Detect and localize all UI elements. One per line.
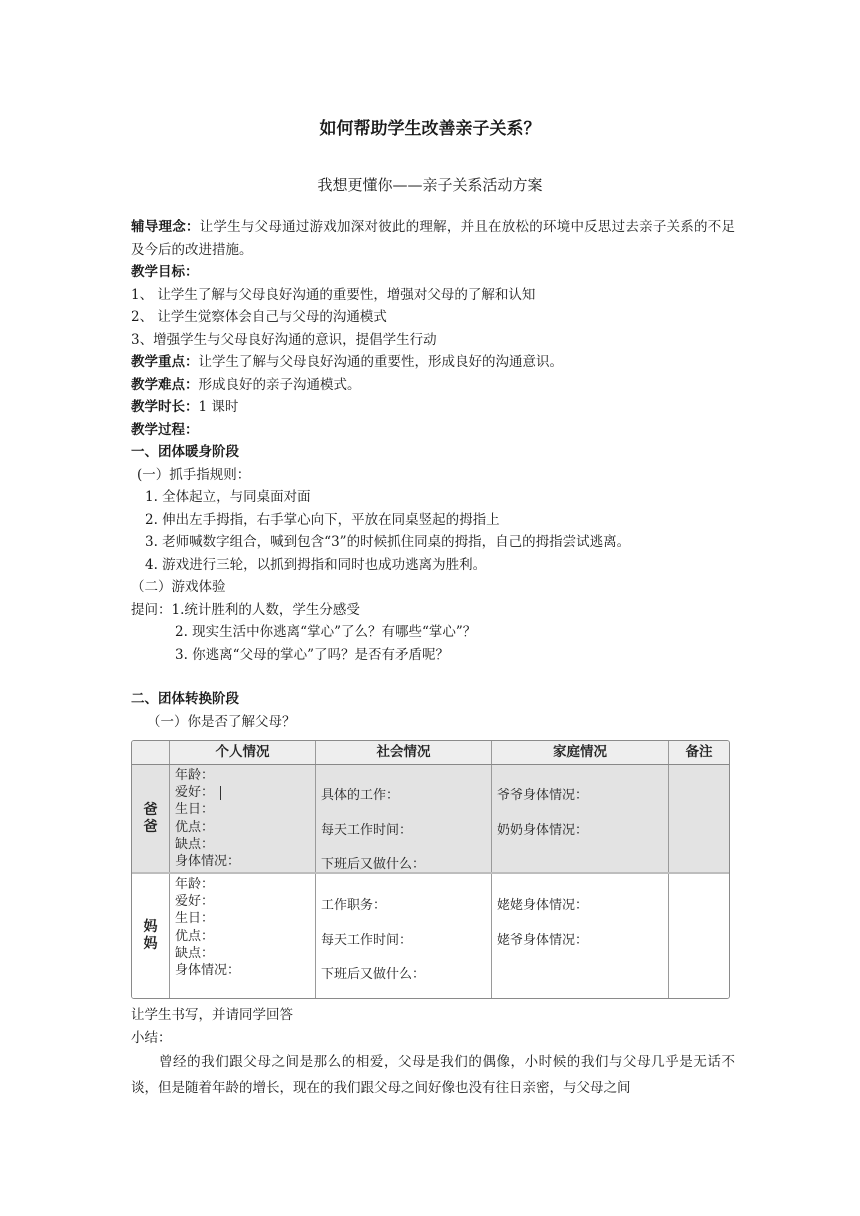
hobby-field-row — [175, 784, 315, 801]
mother-label-char: 妈 — [143, 936, 158, 952]
philosophy-text: 让学生与父母通过游戏加深对彼此的理解，并且在放松的环境中反思过去亲子关系的不足及今后的改进措施。 — [131, 219, 736, 258]
grandfather-health-field: 爷爷身体情况： — [497, 788, 589, 803]
mother-family-cell[interactable] — [492, 874, 669, 998]
philosophy-label: 辅导理念： — [131, 219, 200, 235]
difficulty-text: 形成良好的亲子沟通模式。 — [198, 376, 361, 393]
table-header-blank — [132, 741, 170, 764]
goals-label: 教学目标： — [131, 264, 199, 280]
goal-item: 1、 让学生了解与父母良好沟通的重要性，增强对父母的了解和认知 — [131, 286, 536, 303]
focus-label: 教学重点： — [131, 354, 199, 370]
weaknesses-field: 缺点： — [175, 945, 215, 961]
rule-item: 2. 伸出左手拇指，右手掌心向下，平放在同桌竖起的拇指上 — [145, 511, 500, 528]
stage1-heading: 一、团体暖身阶段 — [131, 444, 239, 460]
table-header-personal: 个人情况 — [170, 741, 316, 764]
document-title: 如何帮助学生改善亲子关系？ — [319, 119, 541, 139]
table-row-father — [132, 765, 729, 874]
document-body — [131, 216, 735, 733]
birthday-field: 生日： — [175, 911, 215, 927]
after-table-section — [131, 1004, 735, 1101]
job-title-field: 工作职务： — [321, 898, 387, 913]
summary-paragraph: 曾经的我们跟父母之间是那么的相爱，父母是我们的偶像，小时候的我们与父母几乎是无话不谈，但是随着年龄的增长，现在的我们跟父母之间好像也没有往日亲密，与父母之间 — [131, 1054, 735, 1096]
mother-social-cell[interactable] — [316, 874, 492, 998]
stage1-part2-title: （二）游戏体验 — [131, 579, 226, 595]
question-item: 1.统计胜利的人数，学生分感受 — [171, 601, 360, 618]
health-field: 身体情况： — [175, 962, 241, 978]
table-row-mother — [132, 874, 729, 998]
table-header-social: 社会情况 — [316, 741, 492, 764]
grandmother-health-field: 奶奶身体情况： — [497, 823, 589, 838]
father-family-cell[interactable] — [492, 765, 669, 872]
rule-item: 4. 游戏进行三轮，以抓到拇指和同时也成功逃离为胜利。 — [145, 556, 487, 573]
after-work-field: 下班后又做什么： — [321, 857, 426, 872]
goal-item: 3、增强学生与父母良好沟通的意识，提倡学生行动 — [131, 331, 437, 348]
table-header-row — [132, 741, 729, 765]
hobby-field: 爱好： — [175, 785, 215, 801]
duration-label: 教学时长： — [131, 399, 199, 415]
maternal-grandmother-health-field: 姥姥身体情况： — [497, 898, 589, 913]
stage2-part1-title: （一）你是否了解父母？ — [147, 713, 296, 730]
question-label: 提问： — [131, 601, 172, 618]
duration-line — [131, 396, 735, 419]
weaknesses-field: 缺点： — [175, 836, 215, 852]
after-work-field: 下班后又做什么： — [321, 967, 426, 982]
summary-label: 小结： — [131, 1029, 172, 1046]
father-label-char: 爸 — [143, 801, 158, 818]
difficulty-label: 教学难点： — [131, 376, 199, 393]
age-field: 年龄： — [175, 768, 215, 783]
age-field: 年龄： — [175, 877, 215, 892]
spacer — [131, 666, 735, 688]
focus-text: 让学生了解与父母良好沟通的重要性，形成良好的沟通意识。 — [198, 354, 563, 370]
stage1-part1-title: (一）抓手指规则： — [137, 466, 251, 483]
duration-text: 1 课时 — [198, 399, 239, 415]
father-social-cell[interactable] — [316, 765, 492, 872]
after-table-text: 让学生书写，并请同学回答 — [131, 1007, 293, 1023]
father-label-char: 爸 — [143, 818, 158, 835]
father-label — [132, 765, 170, 872]
table-header-note: 备注 — [685, 744, 713, 760]
mother-label-char: 妈 — [143, 919, 158, 935]
mother-note-cell[interactable] — [669, 874, 729, 998]
mother-personal-cell[interactable] — [170, 874, 316, 998]
parent-info-table — [131, 740, 730, 999]
work-hours-field: 每天工作时间： — [321, 933, 413, 948]
health-field: 身体情况： — [175, 853, 241, 869]
job-field: 具体的工作： — [321, 788, 400, 803]
father-note-cell[interactable] — [669, 765, 729, 872]
philosophy-paragraph — [131, 216, 735, 261]
document-subtitle: 我想更懂你——亲子关系活动方案 — [317, 176, 543, 194]
strengths-field: 优点： — [175, 928, 215, 944]
question-item: 3. 你逃离“父母的掌心”了吗？是否有矛盾呢？ — [175, 646, 449, 663]
question-line — [131, 599, 735, 622]
process-label: 教学过程： — [131, 421, 199, 438]
maternal-grandfather-health-field: 姥爷身体情况： — [497, 933, 589, 948]
rule-item: 3. 老师喊数字组合，喊到包含“3”的时候抓住同桌的拇指，自己的拇指尝试逃离。 — [145, 534, 631, 550]
difficulty-line — [131, 374, 735, 397]
stage2-heading: 二、团体转换阶段 — [131, 691, 239, 707]
rule-item: 1. 全体起立，与同桌面对面 — [145, 489, 311, 505]
strengths-field: 优点： — [175, 819, 215, 835]
birthday-field: 生日： — [175, 802, 215, 818]
work-hours-field: 每天工作时间： — [321, 823, 413, 838]
goal-item: 2、 让学生觉察体会自己与父母的沟通模式 — [131, 309, 387, 325]
hobby-field: 爱好： — [175, 894, 215, 910]
father-personal-cell[interactable] — [170, 765, 316, 872]
table-header-family: 家庭情况 — [492, 741, 669, 764]
text-cursor — [220, 786, 221, 800]
focus-line — [131, 351, 735, 374]
mother-label — [132, 874, 170, 998]
question-item: 2. 现实生活中你逃离“掌心”了么？有哪些“掌心”？ — [175, 624, 477, 640]
